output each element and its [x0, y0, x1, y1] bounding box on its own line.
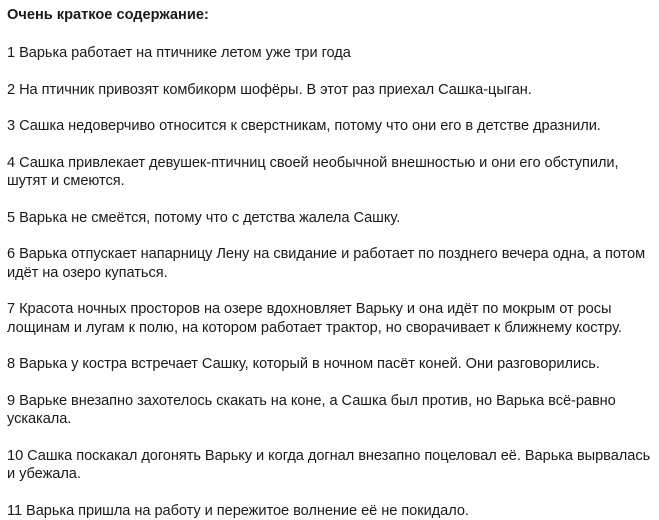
summary-item-10: 10 Сашка поскакал догонять Варьку и когда догнал внезапно поцеловал её. Варька вырвалась и убежала. — [7, 447, 651, 484]
summary-item-7: 7 Красота ночных просторов на озере вдохновляет Варьку и она идёт по мокрым от росы лощинам и лугам к полю, на котором работает трактор, но сворачивает к ближнему костру. — [7, 300, 651, 337]
summary-item-3: 3 Сашка недоверчиво относится к сверстникам, потому что они его в детстве дразнили. — [7, 117, 651, 136]
summary-item-9: 9 Варьке внезапно захотелось скакать на коне, а Сашка был против, но Варька всё-равно ускакала. — [7, 392, 651, 429]
summary-item-5: 5 Варька не смеётся, потому что с детства жалела Сашку. — [7, 209, 651, 228]
summary-list — [7, 44, 651, 520]
summary-item-4: 4 Сашка привлекает девушек-птичниц своей необычной внешностью и они его обступили, шутят и смеются. — [7, 154, 651, 191]
summary-item-8: 8 Варька у костра встречает Сашку, который в ночном пасёт коней. Они разговорились. — [7, 355, 651, 374]
summary-item-6: 6 Варька отпускает напарницу Лену на свидание и работает по позднего вечера одна, а потом идёт на озеро купаться. — [7, 245, 651, 282]
document-title: Очень краткое содержание: — [7, 6, 651, 24]
summary-item-11: 11 Варька пришла на работу и пережитое волнение её не покидало. — [7, 502, 651, 520]
summary-item-1: 1 Варька работает на птичнике летом уже три года — [7, 44, 651, 63]
summary-item-2: 2 На птичник привозят комбикорм шофёры. В этот раз приехал Сашка-цыган. — [7, 81, 651, 100]
